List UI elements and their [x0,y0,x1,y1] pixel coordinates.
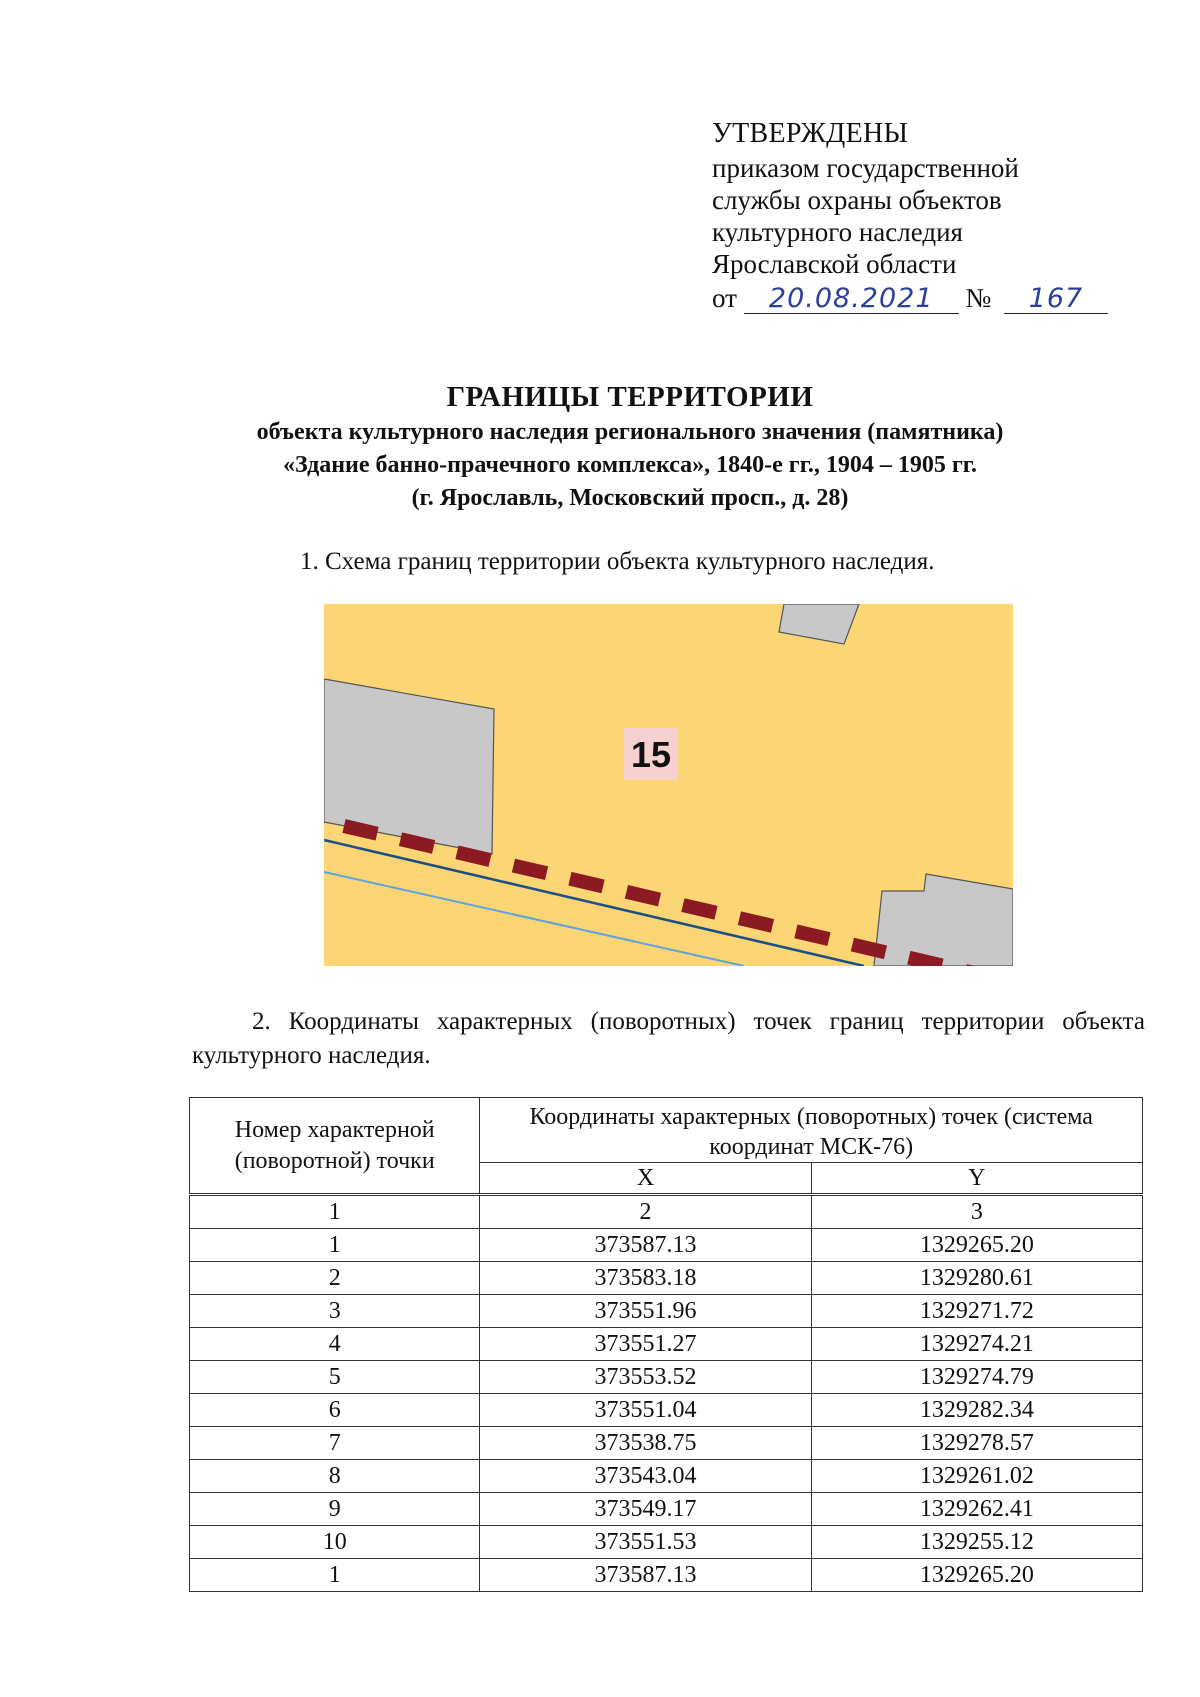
y-cell: 1329280.61 [811,1262,1142,1295]
dash-segment [909,958,942,966]
date-prefix: от [712,283,737,313]
table-row [190,1229,1143,1262]
table-row [190,1460,1143,1493]
point-id-cell: 4 [190,1328,480,1361]
y-cell: 1329274.21 [811,1328,1142,1361]
table-row [190,1493,1143,1526]
point-id-cell: 2 [190,1262,480,1295]
object-label: 15 [630,734,672,775]
y-cell: 1329282.34 [811,1394,1142,1427]
section-1-text: 1. Схема границ территории объекта культурного наследия. [300,548,935,575]
heading-subtitle-3: (г. Ярославль, Московский просп., д. 28) [411,485,849,511]
table-row [190,1262,1143,1295]
y-cell: 1329271.72 [811,1295,1142,1328]
column-number: 2 [480,1195,811,1229]
header-y: Y [811,1163,1142,1195]
table-row [190,1559,1143,1592]
table-row [190,1328,1143,1361]
x-cell: 373551.96 [480,1295,811,1328]
approval-line-4: Ярославской области [712,249,957,279]
y-cell: 1329261.02 [811,1460,1142,1493]
dash-segment [852,945,885,953]
approval-block [712,118,1112,314]
dash-segment [400,839,433,847]
header-x: X [480,1163,811,1195]
dash-segment [570,879,603,887]
heading-subtitle-1: объекта культурного наследия регионального значения (памятника) [256,419,1004,445]
scheme-svg [324,604,1013,966]
y-cell: 1329255.12 [811,1526,1142,1559]
coordinates-table [189,1097,1143,1592]
approval-line-3: культурного наследия [712,217,963,247]
boundary-scheme-map [324,604,1013,966]
document-heading [180,378,1080,515]
header-point-number: Номер характерной (поворотной) точки [190,1098,480,1195]
point-id-cell: 6 [190,1394,480,1427]
x-cell: 373551.53 [480,1526,811,1559]
dash-segment [739,918,772,926]
column-number: 3 [811,1195,1142,1229]
heading-subtitle-2: «Здание банно-прачечного комплекса», 1840-е гг., 1904 – 1905 гг. [283,452,977,478]
header-coordinates: Координаты характерных (поворотных) точек (система координат МСК-76) [480,1098,1143,1163]
y-cell: 1329265.20 [811,1229,1142,1262]
x-cell: 373538.75 [480,1427,811,1460]
column-number-row [190,1195,1143,1229]
x-cell: 373583.18 [480,1262,811,1295]
dash-segment [796,931,829,939]
x-cell: 373549.17 [480,1493,811,1526]
dash-segment [344,826,377,834]
point-id-cell: 1 [190,1229,480,1262]
point-id-cell: 10 [190,1526,480,1559]
approval-date-row [712,282,1112,314]
y-cell: 1329278.57 [811,1427,1142,1460]
x-cell: 373551.27 [480,1328,811,1361]
point-id-cell: 9 [190,1493,480,1526]
y-cell: 1329262.41 [811,1493,1142,1526]
y-cell: 1329265.20 [811,1559,1142,1592]
dash-segment [513,866,546,874]
section-2-text: 2. Координаты характерных (поворотных) точек границ территории объекта культурного наследия. [192,1008,1145,1069]
dash-segment [457,852,490,860]
x-cell: 373543.04 [480,1460,811,1493]
table-row [190,1526,1143,1559]
y-cell: 1329274.79 [811,1361,1142,1394]
x-cell: 373587.13 [480,1229,811,1262]
column-number: 1 [190,1195,480,1229]
point-id-cell: 5 [190,1361,480,1394]
approval-line-1: приказом государственной [712,153,1019,183]
approval-title: УТВЕРЖДЕНЫ [712,118,909,149]
approval-line-2: службы охраны объектов [712,185,1002,215]
number-sign: № [965,283,992,313]
point-id-cell: 3 [190,1295,480,1328]
handwritten-number: 167 [1004,285,1108,314]
x-cell: 373551.04 [480,1394,811,1427]
table-row [190,1361,1143,1394]
table-row [190,1394,1143,1427]
point-id-cell: 8 [190,1460,480,1493]
point-id-cell: 7 [190,1427,480,1460]
dash-segment [626,892,659,900]
handwritten-date: 20.08.2021 [744,285,959,314]
table-row [190,1295,1143,1328]
table-row [190,1427,1143,1460]
x-cell: 373553.52 [480,1361,811,1394]
heading-title: ГРАНИЦЫ ТЕРРИТОРИИ [446,381,814,413]
dash-segment [683,905,716,913]
point-id-cell: 1 [190,1559,480,1592]
x-cell: 373587.13 [480,1559,811,1592]
